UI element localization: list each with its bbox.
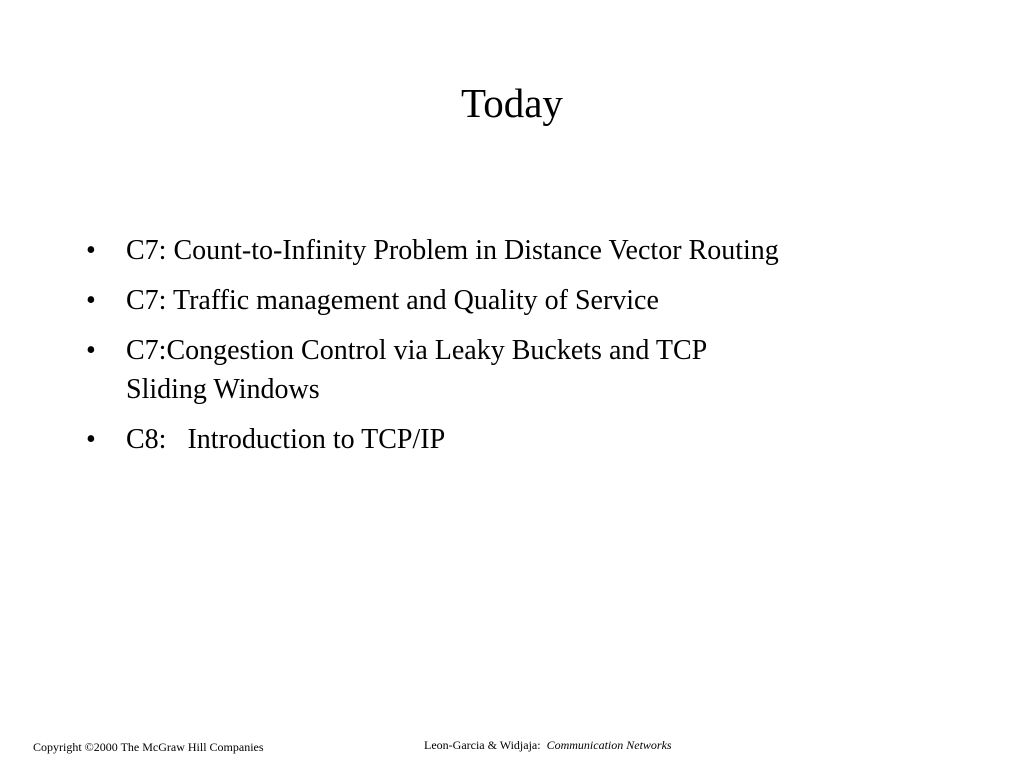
bullet-item [86, 231, 946, 270]
bullet-marker: • [86, 285, 96, 316]
bullet-text: C7: Traffic management and Quality of Service [126, 285, 659, 316]
bullet-text: C7: Count-to-Infinity Problem in Distance Vector Routing [126, 235, 779, 266]
footer-citation [424, 737, 672, 753]
bullet-item [86, 420, 946, 459]
bullet-list [86, 231, 946, 470]
footer-book-title: Communication Networks [546, 738, 672, 752]
bullet-item [86, 331, 946, 409]
footer-authors: Leon-Garcia & Widjaja: [424, 738, 541, 752]
footer-copyright: Copyright ©2000 The McGraw Hill Companies [33, 740, 264, 754]
bullet-text: C8: Introduction to TCP/IP [126, 424, 446, 455]
bullet-item [86, 281, 946, 320]
bullet-marker: • [86, 424, 96, 455]
bullet-text: C7:Congestion Control via Leaky Buckets and TCP Sliding Windows [126, 335, 708, 405]
bullet-marker: • [86, 235, 96, 266]
bullet-marker: • [86, 335, 96, 366]
slide-title: Today [461, 80, 563, 126]
